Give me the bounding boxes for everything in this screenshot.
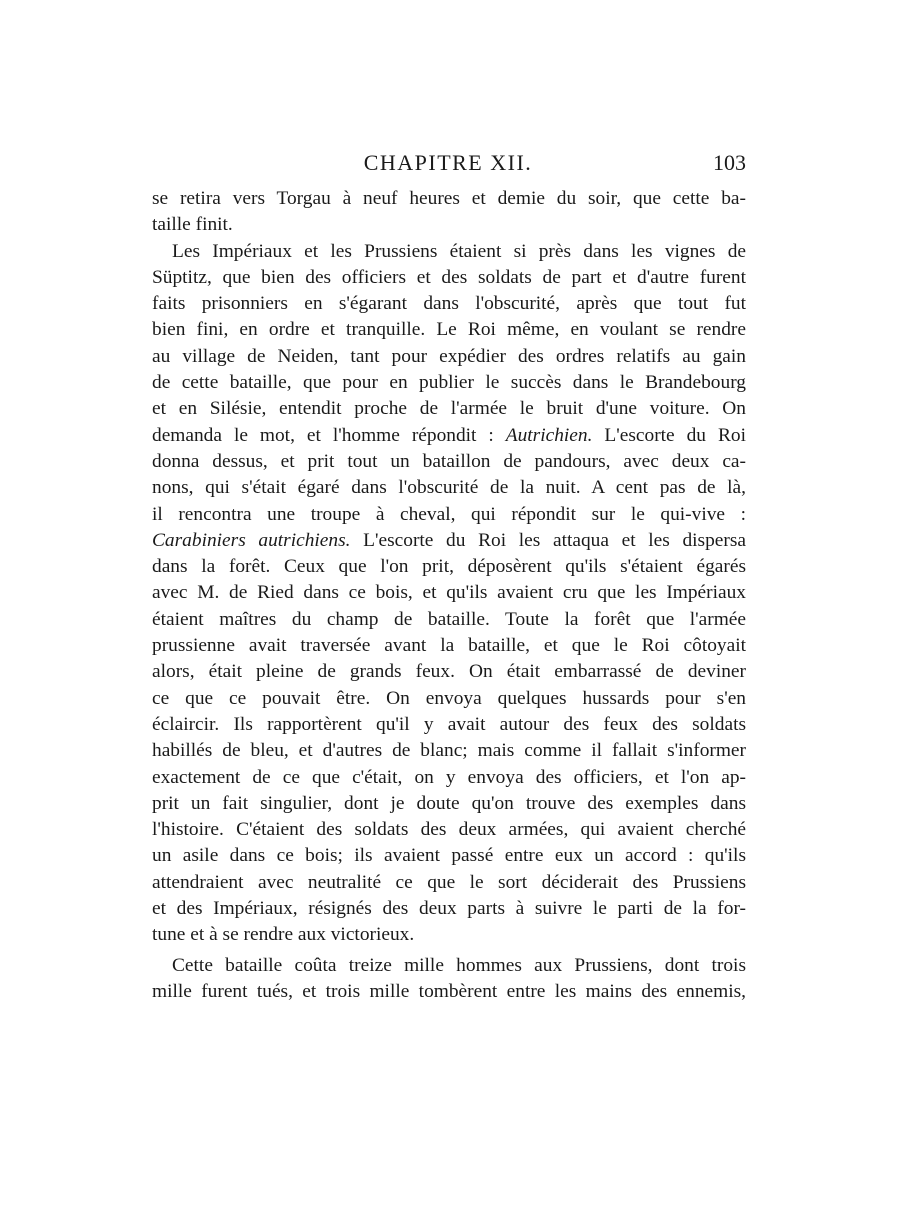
text-line: prit un fait singulier, dont je doute qu'on trouve des exemples dans [152, 792, 746, 814]
text-line: étaient maîtres du champ de bataille. Toute la forêt que l'armée [152, 608, 746, 630]
text-line: exactement de ce que c'était, on y envoya des officiers, et l'on ap- [152, 766, 746, 788]
text-line: donna dessus, et prit tout un bataillon de pandours, avec deux ca- [152, 450, 746, 472]
text-line: Süptitz, que bien des officiers et des soldats de part et d'autre furent [152, 266, 746, 288]
italic-word: Autrichien. [505, 424, 593, 446]
text-line: Cette bataille coûta treize mille hommes aux Prussiens, dont trois [172, 954, 746, 976]
running-head [150, 146, 746, 180]
text-line: et des Impériaux, résignés des deux parts à suivre le parti de la for- [152, 898, 746, 920]
paragraph-2 [152, 239, 746, 949]
text-line: attendraient avec neutralité ce que le sort déciderait des Prussiens [152, 871, 746, 893]
text-line: tune et à se rendre aux victorieux. [152, 924, 415, 946]
text-line: de cette bataille, que pour en publier le succès dans le Brandebourg [152, 372, 746, 394]
body-text [152, 186, 746, 1005]
text-segment: demanda le mot, et l'homme répondit : [152, 424, 506, 446]
text-line: se retira vers Torgau à neuf heures et demie du soir, que cette ba- [152, 188, 746, 209]
text-line: ce que ce pouvait être. On envoya quelques hussards pour s'en [152, 687, 746, 709]
text-line: l'histoire. C'étaient des soldats des deux armées, qui avaient cherché [152, 819, 746, 841]
text-line: bien fini, en ordre et tranquille. Le Roi même, en voulant se rendre [152, 319, 746, 341]
text-line: taille finit. [152, 214, 233, 236]
page-number: 103 [713, 150, 746, 175]
italic-phrase: Carabiniers autrichiens. [152, 529, 351, 551]
text-segment: L'escorte du Roi [592, 424, 746, 446]
text-line: éclaircir. Ils rapportèrent qu'il y avait autour des feux des soldats [152, 713, 746, 735]
text-line [152, 528, 746, 554]
chapter-title: CHAPITRE XII. [363, 150, 533, 175]
text-line: habillés de bleu, et d'autres de blanc; mais comme il fallait s'informer [152, 740, 746, 762]
text-line: dans la forêt. Ceux que l'on prit, déposèrent qu'ils s'étaient égarés [152, 556, 746, 578]
text-line: et en Silésie, entendit proche de l'armée le bruit d'une voiture. On [152, 398, 746, 420]
paragraph-1 [152, 186, 746, 239]
text-segment: L'escorte du Roi les attaqua et les dispersa [350, 529, 747, 551]
text-line: faits prisonniers en s'égarant dans l'obscurité, après que tout fut [152, 293, 746, 315]
text-line: Les Impériaux et les Prussiens étaient si près dans les vignes de [172, 240, 746, 262]
text-line: nons, qui s'était égaré dans l'obscurité de la nuit. A cent pas de là, [152, 477, 746, 499]
text-line: avec M. de Ried dans ce bois, et qu'ils avaient cru que les Impériaux [152, 582, 746, 604]
text-line [152, 423, 746, 449]
text-line: alors, était pleine de grands feux. On était embarrassé de deviner [152, 661, 746, 683]
text-line: mille furent tués, et trois mille tombèrent entre les mains des ennemis, [152, 980, 746, 1002]
text-line: un asile dans ce bois; ils avaient passé entre eux un accord : qu'ils [152, 845, 746, 867]
text-line: au village de Neiden, tant pour expédier des ordres relatifs au gain [152, 345, 746, 367]
text-line: il rencontra une troupe à cheval, qui répondit sur le qui-vive : [152, 503, 746, 525]
text-line: prussienne avait traversée avant la bataille, et que le Roi côtoyait [152, 635, 746, 657]
paragraph-3 [152, 953, 746, 1006]
